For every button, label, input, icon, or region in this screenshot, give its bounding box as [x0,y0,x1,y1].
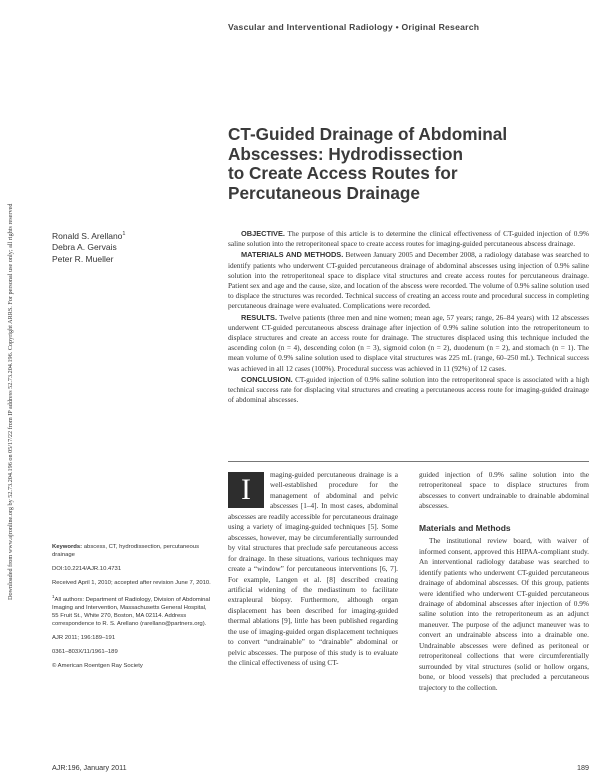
author-superscript: 1 [122,231,126,237]
title-line: CT-Guided Drainage of Abdominal [228,124,508,144]
conclusion-text: CT-guided injection of 0.9% saline solution into the retroperitoneal space is associated with a high technical success rate for displacing vital structures and creating a percutaneous access route for imaging-guided drainage of abdominal abscesses. [228,374,589,405]
abstract [228,229,589,406]
methods-label: MATERIALS AND METHODS. [241,250,344,260]
keywords-text: abscess, CT, hydrodissection, percutaneous drainage [52,544,200,558]
author-name: Peter R. Mueller [52,253,114,264]
copyright: © American Roentgen Ray Society [52,662,143,669]
article-title [228,125,568,203]
received-dates: Received April 1, 2010; accepted after revision June 7, 2010. [52,580,211,586]
abstract-methods [228,250,589,311]
author-name: Ronald S. Arellano$^1$ [52,230,126,241]
page-number: 189 [577,763,589,772]
methods-paragraph: The institutional review board, with waiver of informed consent, approved this HIPAA-compliant study. An interventional radiology database was searched to identify patients who underwent CT-guided percutaneous drainage of abdominal abscesses. Of this group, patients were identified who underwent CT-guided percutaneous drainage of abdominal abscesses after injection of 0.9% saline solution into the retroperitoneum as an adjunct maneuver. The purpose of the adjunct maneuver was to convert an undrainable abscess into a drainable one. Undrainable abscesses were defined as peritoneal or retroperitoneal collections that were circumferentially surrounded by vital structures (solid or hollow organs, bone, or blood vessels) that precluded a percutaneous trajectory to the collection. [419,536,589,692]
author-list [52,229,212,265]
results-text: Twelve patients (three men and nine women; mean age, 57 years; range, 26–84 years) with 12 abscesses underwent CT-guided percutaneous abscess drainage after injection of 0.9% saline solution into the retroperitoneum to displace structures and create an access route for drainage. The structures displaced using this technique included the ascending colon (n = 4), descending colon (n = 3), sigmoid colon (n = 2), duodenum (n = 2), and stomach (n = 1). The mean volume of 0.9% saline solution used to displace vital structures was 225 mL (range, 60–250 mL). Technical success was achieved in all 12 cases (100%). Procedural success was achieved in 11 (92%) of 12 cases. [228,312,589,373]
conclusion-label: CONCLUSION. [241,374,293,384]
abstract-conclusion [228,375,589,406]
title-line: to Create Access Routes for [228,163,458,183]
journal-section-header: Vascular and Interventional Radiology • Original Research [228,22,480,32]
intro-continuation: guided injection of 0.9% saline solution into the retroperitoneal space to displace structures from abscesses to convert undrainable to drainable abdominal abscesses. [419,470,589,511]
methods-heading: Materials and Methods [419,522,511,533]
keywords-label: Keywords: [52,544,83,550]
affiliation-superscript: 1 [52,594,55,599]
article-metadata [52,543,212,676]
objective-text: The purpose of this article is to determine the clinical effectiveness of CT-guided injection of 0.9% saline solution into the retroperitoneal space to create access routes for imaging-guided percutaneous abscess drainage. [228,229,589,249]
title-line: Abscesses: Hydrodissection [228,143,463,164]
title-line: Percutaneous Drainage [228,182,420,203]
section-divider [228,461,589,462]
affiliation: $^1$All authors: Department of Radiology, Division of Abdominal Imaging and Intervention, Massachusetts General Hospital, 55 Fruit St., White 270, Boston, MA 02114. Address correspondence to R. S. Arellano (rarellano@partners.org). [52,594,210,627]
issn: 0361–803X/11/1961–189 [52,648,118,655]
download-notice [0,130,14,600]
intro-paragraph: maging-guided percutaneous drainage is a well-established procedure for the management of abdominal and pelvic abscesses [1–4]. In most cases, abdominal abscesses are readily accessible for percutaneous drainage using a variety of imaging-guided techniques [5]. Some abscesses, however, may be circumferentially surrounded by vital structures that preclude safe percutaneous access for drainage. In these situations, various techniques may create a “window” for percutaneous interventions [6, 7]. For example, Langen et al. [8] described creating artificial widening of the mediastinum to facilitate extrapleural biopsy. Furthermore, although organ displacement has been described for imaging-guided thermal ablations [9], little has been published regarding the use of imaging-guided organ displacement techniques to convert “undrainable” to “drainable” abdominal or pelvic abscesses. The purpose of this study is to evaluate the clinical effectiveness of using CT- [228,470,398,668]
objective-label: OBJECTIVE. [241,229,285,238]
citation: AJR 2011; 196:189–191 [52,634,116,641]
methods-text: Between January 2005 and December 2008, a radiology database was searched to identify patients who underwent CT-guided percutaneous drainage of abdominal abscesses using injection of 0.9% saline solution into the retroperitoneal space to displace vital structures and create access routes for percutaneous drainage. Patient sex and age and the cause, size, and location of the abscess were recorded. The volume of 0.9% saline solution used to displace the structures was recorded. Technical success of creating an access route and procedural success in completing percutaneous drainage were evaluated. Complications were recorded. [228,250,589,311]
abstract-results [228,313,589,374]
body-column-right [419,470,589,693]
download-notice-text: Downloaded from www.ajronline.org by 52.73.204.196 on 05/17/22 from IP address 52.73.204.196. Copyright ARRS. For personal use only; all rights reserved [7,203,14,600]
drop-cap: I [228,472,264,508]
footer-journal-issue: AJR:196, January 2011 [52,763,127,772]
body-column-left [228,470,398,669]
results-label: RESULTS. [241,312,277,322]
keywords [52,543,212,559]
author-name: Debra A. Gervais [52,242,117,253]
abstract-objective [228,229,589,249]
doi: DOI:10.2214/AJR.10.4731 [52,566,122,572]
